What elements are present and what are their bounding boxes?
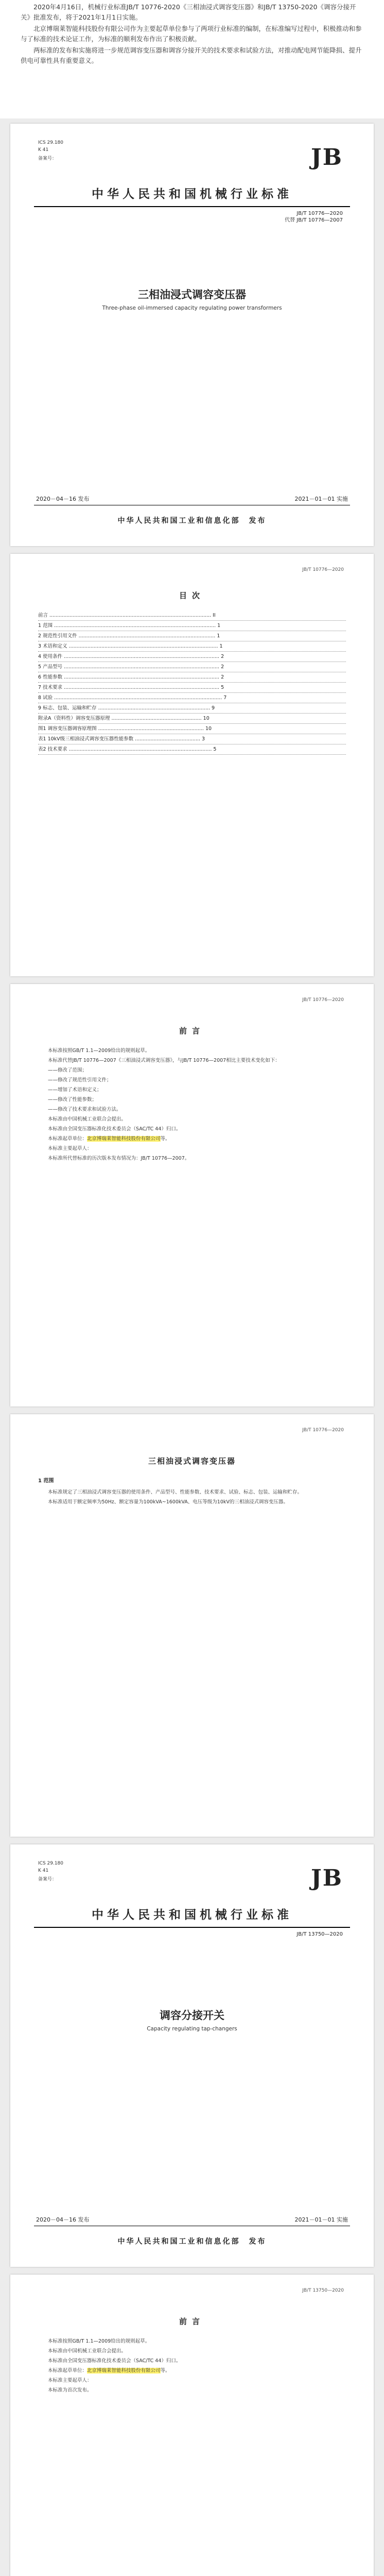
drafting-unit: 本标准起草单位：北京博瑞莱智能科技股份有限公司等。 (48, 2368, 170, 2374)
toc-page (10, 554, 374, 976)
foreword-body: 本标准按照GB/T 1.1—2009给出的规则起草。 本标准由中国机械工业联合会提出。 本标准由全国变压器标准化技术委员会（SAC/TC 44）归口。 本标准起草单位：北京博瑞莱智能科技股份有限公司等。 本标准主要起草人： 本标准为首次发布。 (38, 2336, 346, 2395)
standard-number: JB/T 13750—2020 (296, 1931, 343, 1937)
intro-paragraph: 北京博瑞莱智能科技股份有限公司作为主要起草单位参与了两项行业标准的编制，在标准编写过程中，积极推动和参与了标准的技术论证工作，为标准的顺利发布作出了积极贡献。 (21, 25, 362, 43)
toc-item[interactable]: 3 术语和定义 ................................................................................................ 1 (38, 641, 346, 652)
document-title: 调容分接开关 (160, 2009, 224, 2022)
toc-item[interactable]: 1 范围 ........................................................................................................ 1 (38, 621, 346, 631)
toc-item[interactable]: 表1 10kV级三相油浸式调容变压器性能参数 .......................................... 3 (38, 734, 346, 744)
page-ref: JB/T 10776—2020 (302, 567, 344, 572)
issuer: 中华人民共和国工业和信息化部 发布 (117, 2238, 267, 2246)
standard-number: JB/T 10776—2020 代替 JB/T 10776—2007 (285, 211, 343, 223)
cover-page-1 (10, 124, 374, 546)
ccs-code: K 41 (38, 147, 49, 152)
toc-item[interactable]: 前言 ........................................................................................................ II (38, 611, 346, 621)
jb-logo: JB (310, 144, 343, 171)
issuer: 中华人民共和国工业和信息化部 发布 (117, 517, 267, 525)
toc-item[interactable]: 4 使用条件 .................................................................................................... 2 (38, 652, 346, 662)
body-heading: 三相油浸式调容变压器 (148, 1456, 236, 1466)
toc-item[interactable]: 8 试验 ............................................................................................................ 7 (38, 693, 346, 703)
toc-item[interactable]: 5 产品型号 .................................................................................................... 2 (38, 662, 346, 672)
foreword-heading: 前言 (179, 2317, 205, 2326)
page-ref: JB/T 10776—2020 (302, 1428, 344, 1433)
ics-code: ICS 29.180 (38, 140, 64, 145)
publish-date: 2020－04－16 发布 (36, 2216, 90, 2223)
intro-paragraph: 两标准的发布和实施将进一步规范调容变压器和调容分接开关的技术要求和试验方法，对推动配电网节能降损、提升供电可靠性具有重要意义。 (21, 46, 362, 64)
toc-item[interactable]: 6 性能参数 .................................................................................................... 2 (38, 672, 346, 683)
foreword-page-2 (10, 2275, 374, 2576)
page-ref: JB/T 10776—2020 (302, 997, 344, 1003)
intro-section (0, 0, 384, 118)
foreword-page-1 (10, 984, 374, 1406)
implement-date: 2021－01－01 实施 (294, 2216, 348, 2223)
implement-date: 2021－01－01 实施 (294, 496, 348, 502)
toc-item[interactable]: 9 标志、包装、运输和贮存 ........................................................................ 9 (38, 703, 346, 714)
scope-page-1 (10, 1414, 374, 1837)
scope-body: 本标准规定了三相油浸式调容变压器的使用条件、产品型号、性能参数、技术要求、试验、标志、包装、运输和贮存。 本标准适用于额定频率为50Hz、额定容量为100kVA~1600kVA、电压等级为10kV的三相油浸式调容变压器。 (48, 1489, 303, 1505)
document-title-en: Capacity regulating tap-changers (147, 2026, 237, 2032)
document-title-en: Three-phase oil-immersed capacity regulating power transformers (102, 305, 282, 311)
toc-item[interactable]: 图1 调容变压器调容原理图 .................................................................... 10 (38, 724, 346, 734)
highlighted-company: 北京博瑞莱智能科技股份有限公司 (87, 1136, 161, 1142)
record-no: 备案号： (38, 1877, 57, 1882)
jb-logo: JB (310, 1865, 343, 1891)
top-rule (34, 206, 350, 207)
section-heading: 1 范围 (38, 1478, 54, 1484)
page-ref: JB/T 13750—2020 (302, 2288, 344, 2293)
toc-item[interactable]: 2 规范性引用文件 ........................................................................................ 1 (38, 631, 346, 641)
ics-code: ICS 29.180 (38, 1861, 64, 1866)
foreword-body: 本标准按照GB/T 1.1—2009给出的规则起草。 本标准代替JB/T 10776—2007《三相油浸式调容变压器》，与JB/T 10776—2007相比主要技术变化如下： ——修改了范围； ——修改了规范性引用文件； ——增加了术语和定义； ——修改了性能参数； ——修改了技术要求和试验方法。 本标准由中国机械工业联合会提出。 本标准由全国变压器标准化技术委员会（SAC/TC 44）归口。 本标准起草单位：北京博瑞莱智能科技股份有限公司等。 本标准主要起草人： 本标准所代替标准的历次版本发布情况为：JB/T 10776—2007。 (38, 1046, 346, 1163)
toc-item[interactable]: 附录A（资料性）调容变压器原理 .......................................................... 10 (38, 714, 346, 724)
toc-list (38, 611, 346, 755)
intro-paragraph: 2020年4月16日，机械行业标准JB/T 10776-2020《三相油浸式调容变压器》和JB/T 13750-2020《调容分接开关》批准发布，将于2021年1月1日实施。 (21, 3, 356, 21)
document-title: 三相油浸式调容变压器 (138, 289, 246, 301)
cover-page-2 (10, 1844, 374, 2267)
publish-date: 2020－04－16 发布 (36, 496, 90, 502)
country-standard-title: 中华人民共和国机械行业标准 (92, 1908, 292, 1922)
record-no: 备案号： (38, 156, 57, 161)
toc-item[interactable]: 表2 技术要求 ............................................................................................ 5 (38, 744, 346, 755)
drafting-unit: 本标准起草单位：北京博瑞莱智能科技股份有限公司等。 (48, 1136, 170, 1142)
top-rule (34, 1927, 350, 1928)
toc-heading: 目次 (179, 591, 205, 600)
country-standard-title: 中华人民共和国机械行业标准 (92, 187, 292, 201)
toc-item[interactable]: 7 技术要求 .................................................................................................... 5 (38, 683, 346, 693)
foreword-heading: 前言 (179, 1026, 205, 1036)
highlighted-company: 北京博瑞莱智能科技股份有限公司 (87, 2368, 161, 2374)
ccs-code: K 41 (38, 1868, 49, 1873)
